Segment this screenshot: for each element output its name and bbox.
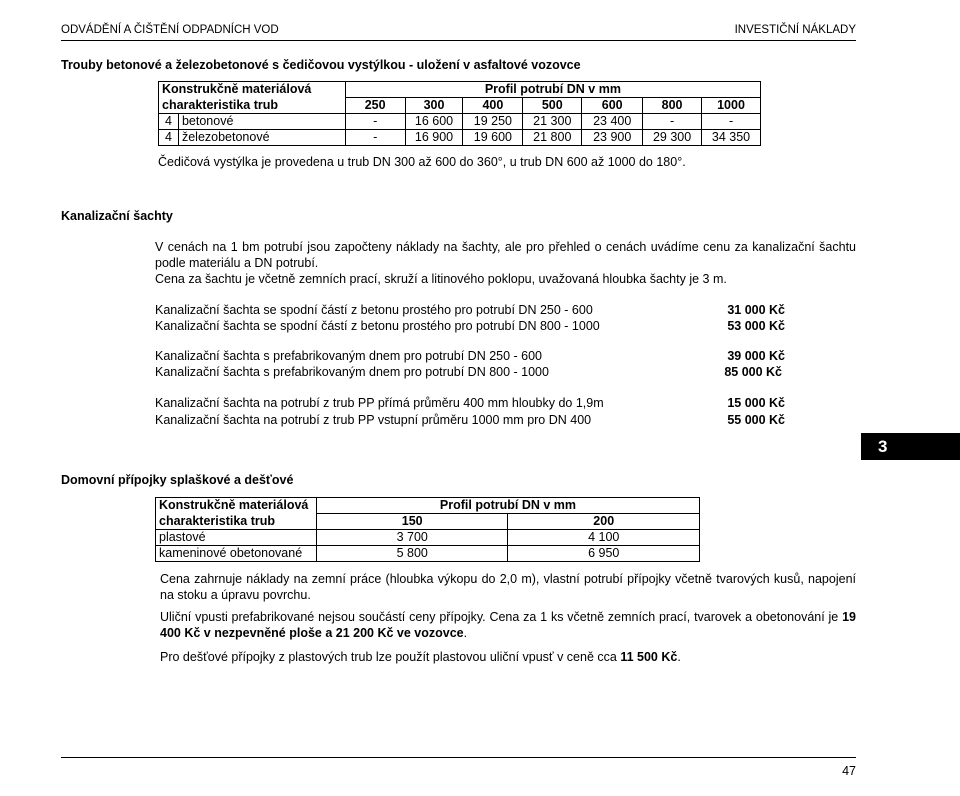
manholes-intro: V cenách na 1 bm potrubí jsou započteny náklady na šachty, ale pro přehled o cenách uvádíme cenu za kanalizační šachtu podle materiálu a DN potrubí. bbox=[155, 240, 856, 270]
row-material: betonové bbox=[178, 114, 345, 130]
connections-note-1: Cena zahrnuje náklady na zemní práce (hloubka výkopu do 2,0 m), vlastní potrubí přípojky včetně tvarových kusů, napojení na stoku a úpravu povrchu. bbox=[160, 572, 856, 602]
price-value: 55 000 Kč bbox=[727, 413, 785, 427]
row-code: 4 bbox=[159, 130, 179, 146]
table-cell: - bbox=[345, 114, 405, 130]
page-number: 47 bbox=[842, 764, 856, 778]
note-text: Pro dešťové přípojky z plastových trub lze použít plastovou uliční vpusť v ceně cca bbox=[160, 650, 621, 664]
table-cell: - bbox=[643, 114, 702, 130]
table-header-row bbox=[159, 82, 761, 98]
column-header-profile: Profil potrubí DN v mm bbox=[316, 498, 699, 514]
column-header-material-2: charakteristika trub bbox=[156, 514, 317, 530]
footer-divider bbox=[61, 757, 856, 758]
pipes-price-table bbox=[158, 81, 761, 146]
note-emphasis: 19 400 Kč v nezpevněné ploše a 21 200 Kč ve vozovce bbox=[160, 610, 856, 640]
column-header-profile: Profil potrubí DN v mm bbox=[345, 82, 760, 98]
header-divider bbox=[61, 40, 856, 41]
table-cell: 19 600 bbox=[463, 130, 523, 146]
dn-header: 600 bbox=[582, 98, 643, 114]
note-text: Uliční vpusti prefabrikované nejsou součástí ceny přípojky. Cena za 1 ks včetně zemních prací, tvarovek a obetonování je bbox=[160, 610, 843, 624]
connections-note-2 bbox=[160, 609, 856, 641]
connections-note-3 bbox=[160, 649, 856, 665]
table-header-row bbox=[159, 98, 761, 114]
table-row bbox=[159, 114, 761, 130]
price-label: Kanalizační šachta s prefabrikovaným dnem pro potrubí DN 250 - 600 bbox=[155, 349, 543, 363]
running-header-right: INVESTIČNÍ NÁKLADY bbox=[734, 24, 856, 36]
row-material: železobetonové bbox=[178, 130, 345, 146]
table-row bbox=[156, 546, 700, 562]
column-header-material: Konstrukčně materiálová bbox=[159, 82, 346, 98]
section-title-connections: Domovní přípojky splaškové a dešťové bbox=[61, 473, 294, 487]
table-cell: 16 600 bbox=[405, 114, 463, 130]
dn-header: 400 bbox=[463, 98, 523, 114]
dn-header: 200 bbox=[508, 514, 700, 530]
dn-header: 800 bbox=[643, 98, 702, 114]
price-value: 85 000 Kč bbox=[724, 365, 782, 379]
note-text: . bbox=[677, 650, 681, 664]
table-cell: 6 950 bbox=[508, 546, 700, 562]
table-cell: 23 900 bbox=[582, 130, 643, 146]
dn-header: 500 bbox=[523, 98, 582, 114]
table-cell: 5 800 bbox=[316, 546, 508, 562]
dn-header: 150 bbox=[316, 514, 508, 530]
dn-header: 300 bbox=[405, 98, 463, 114]
basalt-lining-note: Čedičová vystýlka je provedena u trub DN 300 až 600 do 360°, u trub DN 600 až 1000 do 180°. bbox=[158, 155, 686, 169]
table-cell: 4 100 bbox=[508, 530, 700, 546]
connections-price-table bbox=[155, 497, 700, 562]
price-value: 39 000 Kč bbox=[727, 349, 785, 363]
table-cell: 3 700 bbox=[316, 530, 508, 546]
note-emphasis: 11 500 Kč bbox=[620, 650, 678, 664]
price-label: Kanalizační šachta s prefabrikovaným dnem pro potrubí DN 800 - 1000 bbox=[155, 365, 549, 379]
table-cell: 21 800 bbox=[523, 130, 582, 146]
table-cell: 19 250 bbox=[463, 114, 523, 130]
price-value: 15 000 Kč bbox=[727, 396, 785, 410]
table-header-row bbox=[156, 514, 700, 530]
column-header-material: Konstrukčně materiálová bbox=[156, 498, 317, 514]
table-cell: 21 300 bbox=[523, 114, 582, 130]
section-title-pipes: Trouby betonové a železobetonové s čedičovou vystýlkou - uložení v asfaltové vozovce bbox=[61, 58, 581, 72]
table-cell: 29 300 bbox=[643, 130, 702, 146]
price-value: 53 000 Kč bbox=[727, 319, 785, 333]
dn-header: 1000 bbox=[702, 98, 761, 114]
running-header-left: ODVÁDĚNÍ A ČIŠTĚNÍ ODPADNÍCH VOD bbox=[61, 24, 279, 36]
price-label: Kanalizační šachta na potrubí z trub PP vstupní průměru 1000 mm pro DN 400 bbox=[155, 413, 592, 427]
table-cell: 16 900 bbox=[405, 130, 463, 146]
table-cell: 34 350 bbox=[702, 130, 761, 146]
price-label: Kanalizační šachta se spodní částí z betonu prostého pro potrubí DN 800 - 1000 bbox=[155, 319, 600, 333]
dn-header: 250 bbox=[345, 98, 405, 114]
table-cell: 23 400 bbox=[582, 114, 643, 130]
table-cell: - bbox=[345, 130, 405, 146]
section-title-manholes: Kanalizační šachty bbox=[61, 209, 173, 223]
table-cell: - bbox=[702, 114, 761, 130]
table-header-row bbox=[156, 498, 700, 514]
chapter-tab: 3 bbox=[861, 433, 960, 460]
note-text: . bbox=[463, 626, 468, 640]
manholes-intro-2: Cena za šachtu je včetně zemních prací, skruží a litinového poklopu, uvažovaná hloubka šachty je 3 m. bbox=[155, 272, 727, 286]
row-material: plastové bbox=[156, 530, 317, 546]
table-row bbox=[159, 130, 761, 146]
price-value: 31 000 Kč bbox=[727, 303, 785, 317]
row-material: kameninové obetonované bbox=[156, 546, 317, 562]
price-label: Kanalizační šachta se spodní částí z betonu prostého pro potrubí DN 250 - 600 bbox=[155, 303, 593, 317]
price-label: Kanalizační šachta na potrubí z trub PP přímá průměru 400 mm hloubky do 1,9m bbox=[155, 396, 604, 410]
row-code: 4 bbox=[159, 114, 179, 130]
column-header-material-2: charakteristika trub bbox=[159, 98, 346, 114]
table-row bbox=[156, 530, 700, 546]
